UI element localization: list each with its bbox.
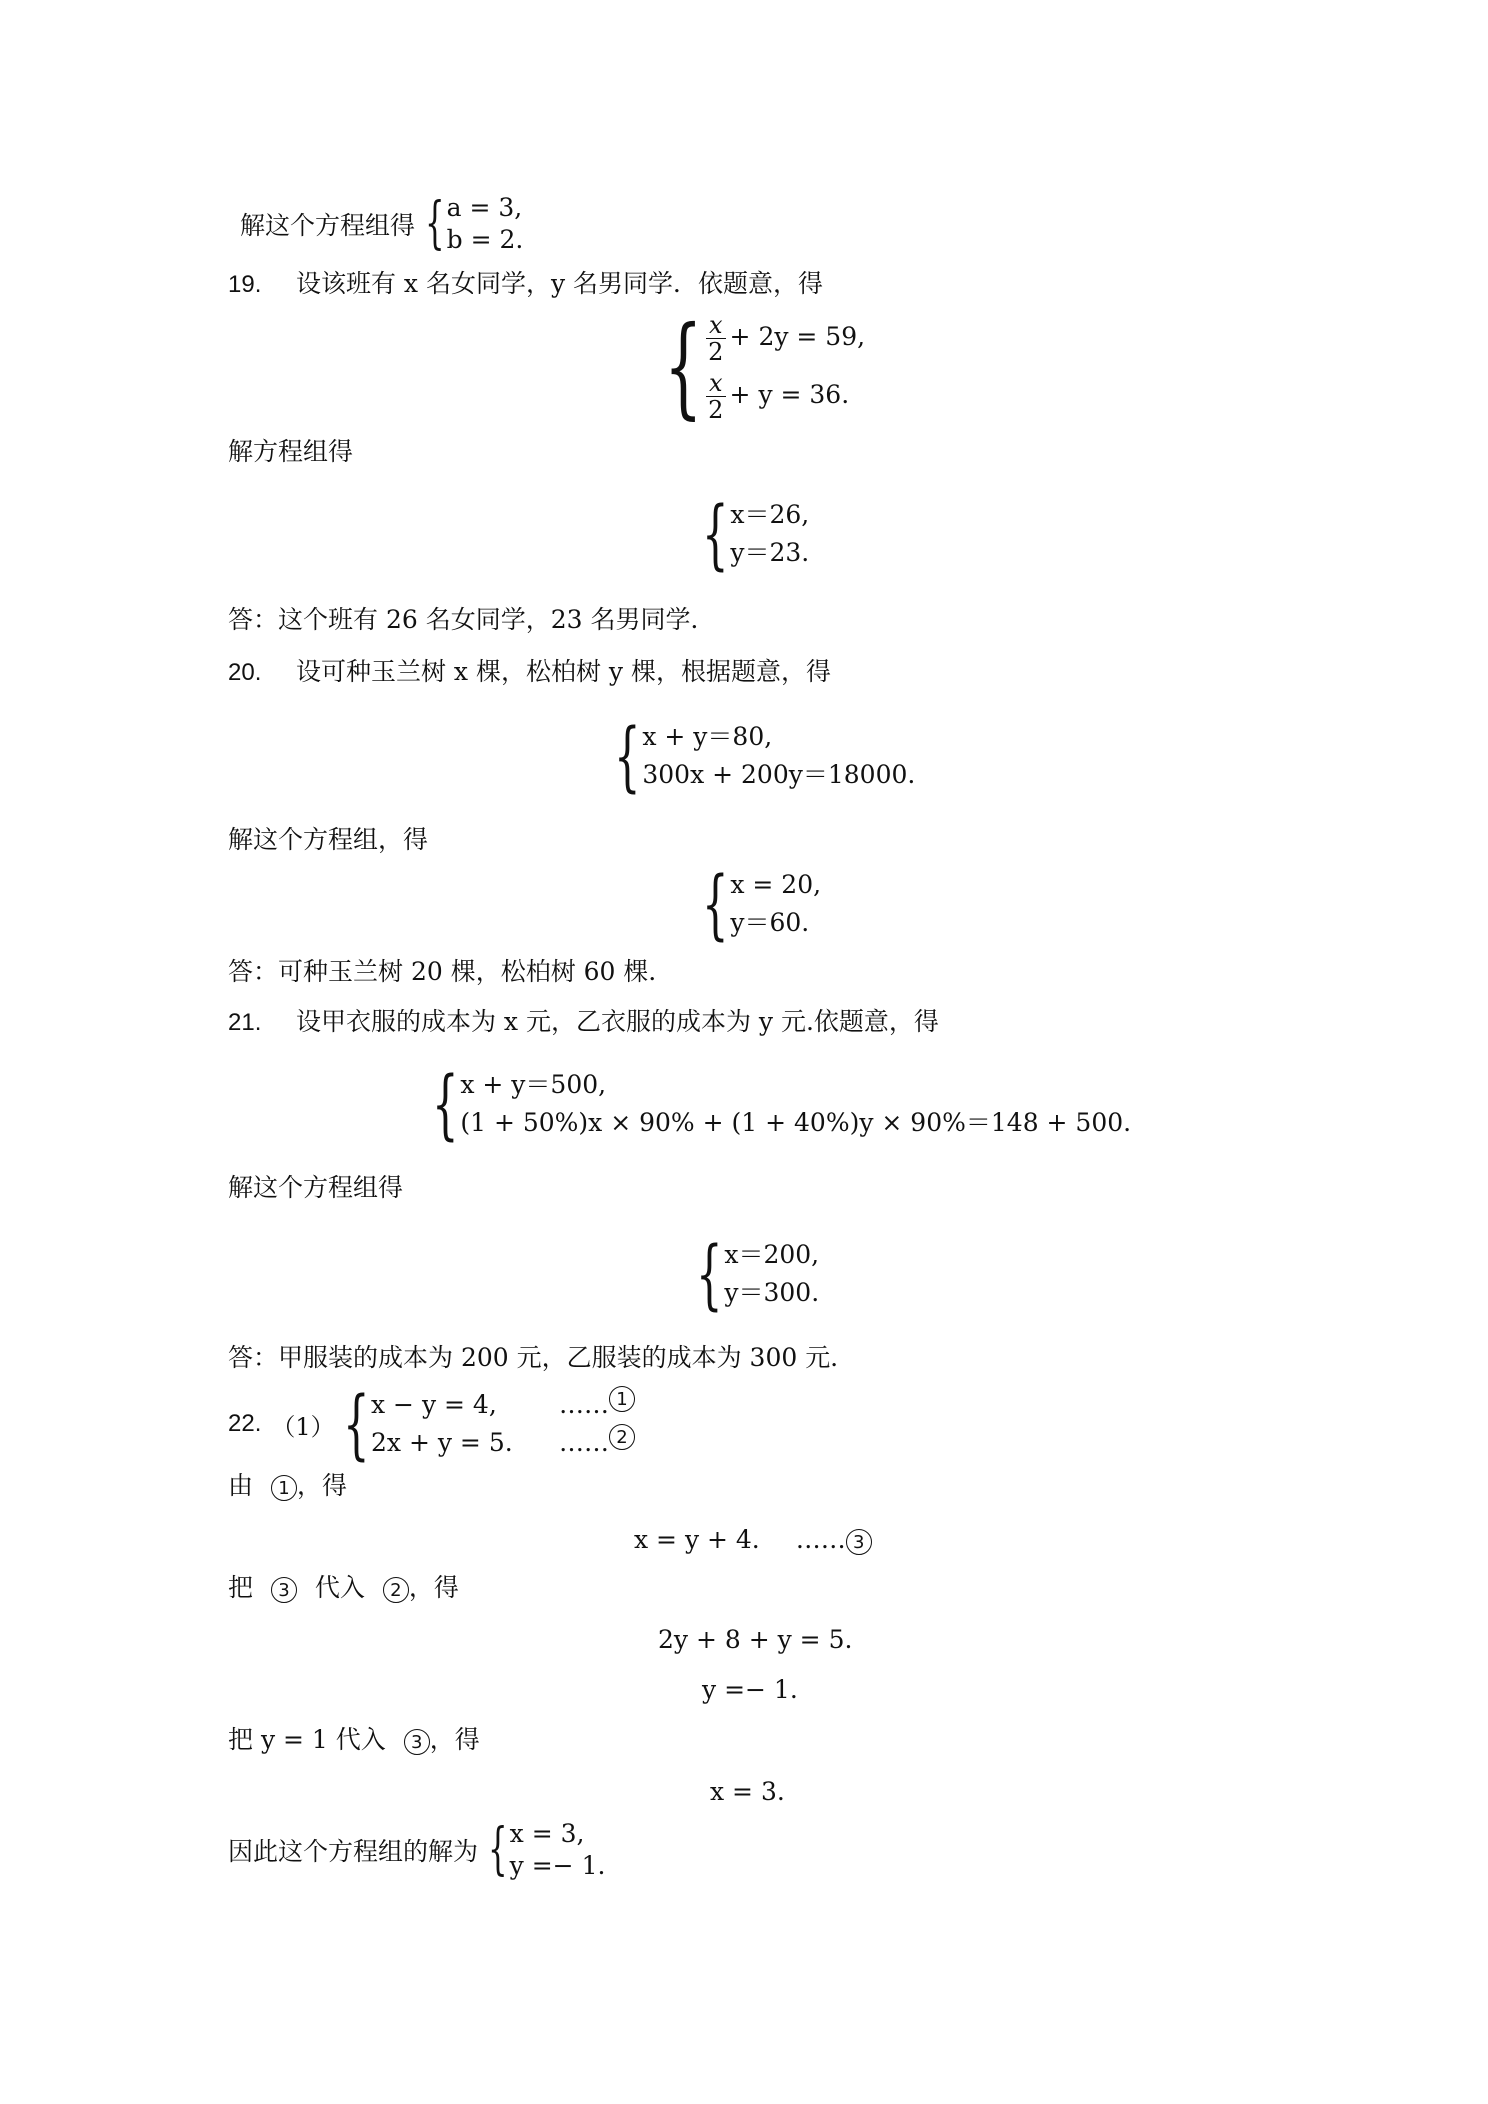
q19-sys-eq1: + 2y = 59,	[729, 322, 866, 351]
q22-sys-eq2: 2x + y = 5.	[371, 1428, 513, 1457]
q21-number: 21.	[228, 1009, 262, 1036]
circled-3-icon: 3	[846, 1529, 872, 1555]
q20-solve-text: 解这个方程组，得	[228, 825, 429, 854]
q20-sol-eq1: x = 20,	[730, 870, 822, 899]
sol18-text: 解这个方程组得	[240, 211, 416, 240]
q22-final	[228, 1818, 605, 1882]
q22-part: （1）	[271, 1412, 335, 1441]
q21-sys-eq2: (1 + 50%)x × 90% + (1 + 40%)y × 90%＝148 + 500.	[460, 1108, 1132, 1137]
brace-icon: {	[432, 1059, 459, 1148]
circled-2-icon: 2	[609, 1424, 635, 1450]
q21-system	[432, 1059, 1132, 1148]
q19-text: 设该班有 x 名女同学，y 名男同学．依题意，得	[295, 269, 824, 298]
q21-text: 设甲衣服的成本为 x 元，乙衣服的成本为 y 元.依题意，得	[295, 1007, 939, 1036]
sol18-eq1: a = 3,	[446, 193, 523, 222]
fraction: $\frac{x}{2}$	[706, 312, 726, 365]
circled-2-icon: 2	[383, 1577, 409, 1603]
q22-step3: 把 y = 1 代入 3 ，得	[228, 1725, 480, 1754]
brace-icon: {	[342, 1379, 370, 1468]
q19-number: 19.	[228, 271, 262, 298]
q22-eq6: x = 3.	[710, 1777, 785, 1806]
q22-eq3: x = y + 4.	[634, 1525, 760, 1554]
q19-solution	[702, 489, 810, 578]
q21-solution	[696, 1229, 820, 1318]
brace-icon: {	[702, 859, 729, 948]
q20-sys-eq1: x + y＝80,	[642, 722, 773, 751]
q20-sol-eq2: y＝60.	[730, 908, 810, 937]
q21-sol-eq1: x＝200,	[724, 1240, 820, 1269]
q22-eq3-line: x = y + 4. …… 3	[634, 1524, 872, 1556]
circled-1-icon: 1	[609, 1386, 635, 1412]
sol18-eq2: b = 2.	[446, 225, 524, 254]
q21-sol-eq2: y＝300.	[724, 1278, 820, 1307]
circled-1-icon: 1	[271, 1475, 297, 1501]
sol18-line	[240, 192, 523, 256]
q22-final-eq2: y =− 1.	[509, 1851, 606, 1880]
q22-system-line: 22. （1） { x − y = 4, …… 1 2x + y = 5. …… 2	[228, 1386, 635, 1462]
brace-icon: {	[614, 711, 641, 800]
q20-solution	[702, 859, 822, 948]
q22-eq4: 2y + 8 + y = 5.	[658, 1625, 853, 1654]
q20-answer: 答：可种玉兰树 20 棵，松柏树 60 棵．	[228, 957, 674, 986]
q20-sys-eq2: 300x + 200y＝18000.	[642, 760, 916, 789]
q20-number: 20.	[228, 659, 262, 686]
q22-step1: 由 1 ，得	[228, 1471, 347, 1500]
q21-statement	[228, 1006, 939, 1039]
q22-eq5: y =− 1.	[702, 1675, 798, 1704]
q20-system	[614, 711, 916, 800]
brace-icon: {	[425, 191, 445, 256]
brace-icon: {	[696, 1229, 723, 1318]
q19-answer: 答：这个班有 26 名女同学，23 名男同学．	[228, 605, 716, 634]
circled-3-icon: 3	[404, 1729, 430, 1755]
brace-icon: {	[488, 1817, 508, 1882]
q19-sol-eq1: x＝26,	[730, 500, 810, 529]
q22-number: 22.	[228, 1410, 262, 1437]
q21-sys-eq1: x + y＝500,	[460, 1070, 607, 1099]
circled-3-icon: 3	[271, 1577, 297, 1603]
q22-sys-eq1: x − y = 4,	[371, 1390, 497, 1419]
q19-solve-text: 解方程组得	[228, 437, 354, 466]
q19-sol-eq2: y＝23.	[730, 538, 810, 567]
q21-solve-text: 解这个方程组得	[228, 1173, 404, 1202]
q20-statement	[228, 656, 831, 689]
q20-text: 设可种玉兰树 x 棵，松柏树 y 棵，根据题意，得	[295, 657, 831, 686]
q22-step2: 把 3 代入 2 ，得	[228, 1573, 459, 1602]
q21-answer: 答：甲服装的成本为 200 元，乙服装的成本为 300 元．	[228, 1343, 856, 1372]
q22-final-text: 因此这个方程组的解为	[228, 1837, 479, 1866]
q22-final-eq1: x = 3,	[509, 1819, 585, 1848]
brace-icon: {	[664, 302, 703, 430]
q19-statement	[228, 268, 823, 301]
brace-icon: {	[702, 489, 729, 578]
q19-system	[664, 302, 866, 430]
fraction: $\frac{x}{2}$	[706, 370, 726, 423]
q19-sys-eq2: + y = 36.	[729, 380, 850, 409]
